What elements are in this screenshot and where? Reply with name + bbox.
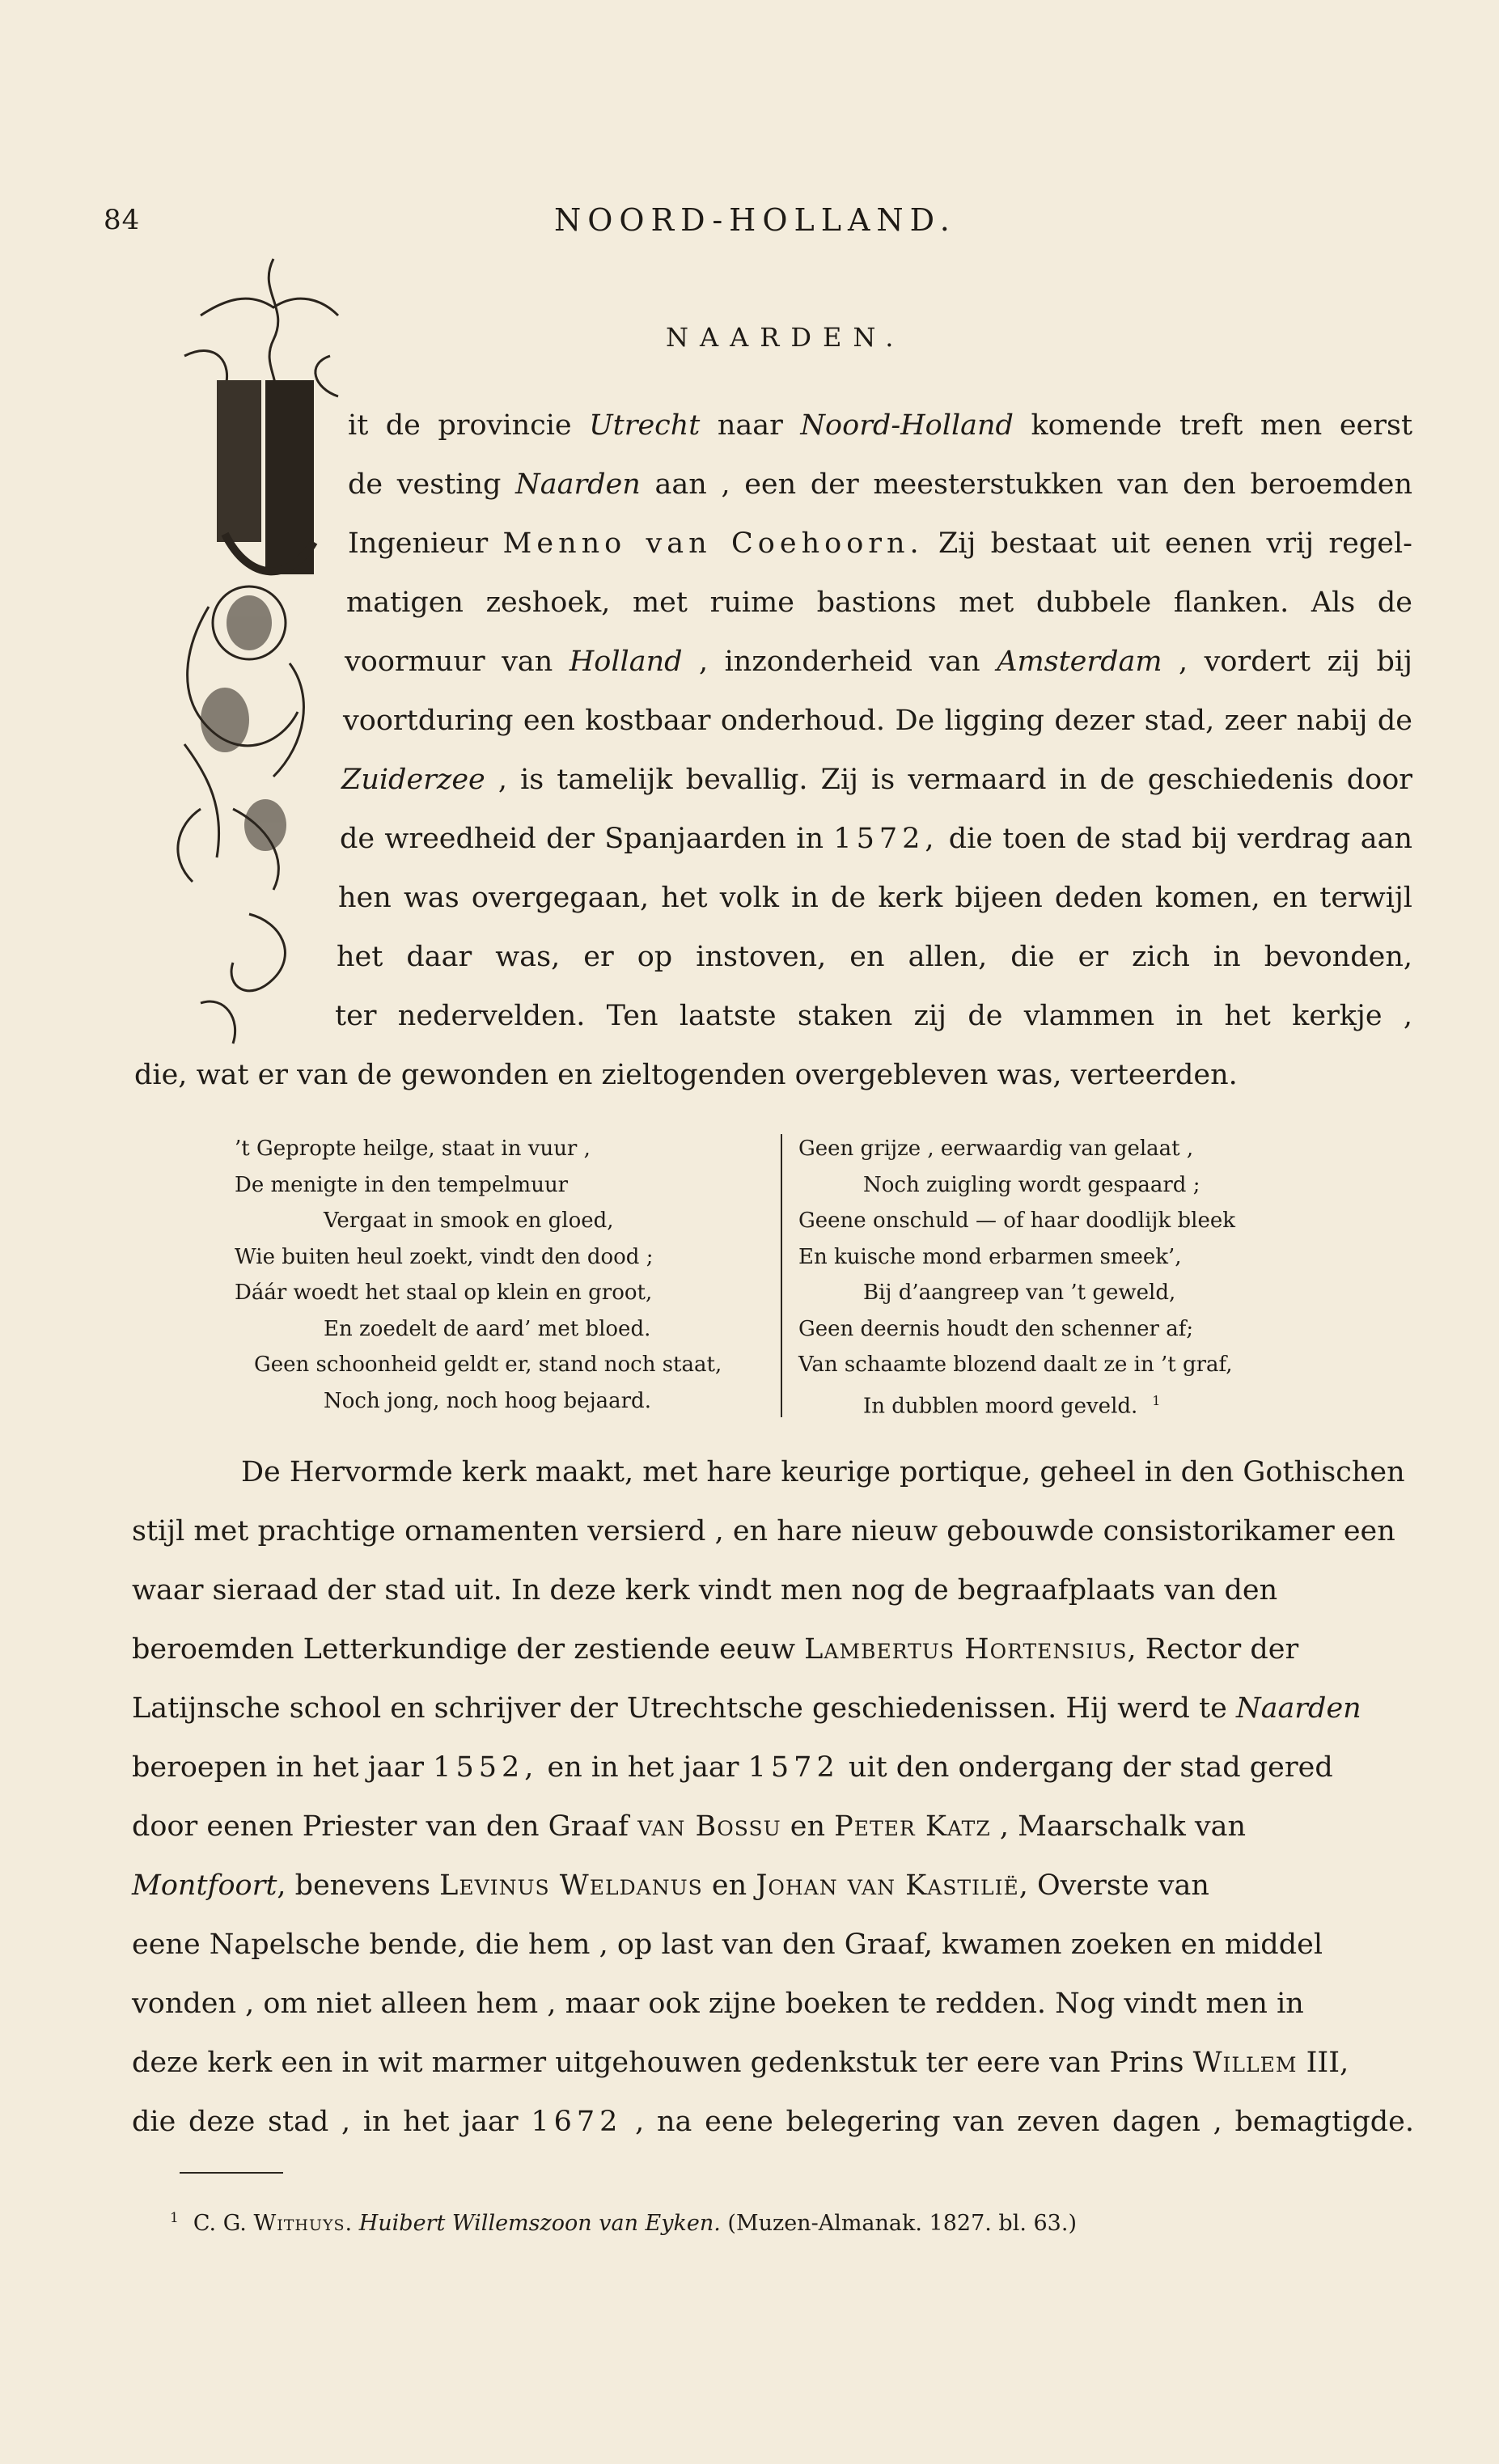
- text-line: vonden , om niet alleen hem , maar ook zijne boeken te redden. Nog vindt men in: [132, 1988, 1304, 2020]
- column-divider: [781, 1134, 782, 1417]
- poem-column-right: [798, 1131, 1316, 1425]
- text-line: hen was overgegaan, het volk in de kerk bijeen deden komen, en terwijl: [338, 882, 1412, 914]
- poem-line: En zoedelt de aard’ met bloed.: [324, 1316, 651, 1341]
- text-line: het daar was, er op instoven, en allen, die er zich in bevonden,: [337, 941, 1412, 973]
- text-line: door eenen Priester van den Graaf van Bossu en Peter Katz , Maarschalk van: [132, 1810, 1247, 1843]
- text-line: stijl met prachtige ornamenten versierd , en hare nieuw gebouwde consistorikamer een: [132, 1515, 1395, 1547]
- poem-line: In dubblen moord geveld. $^1$: [863, 1392, 1161, 1419]
- running-head: NOORD-HOLLAND.: [554, 202, 956, 238]
- poem-line: En kuische mond erbarmen smeek’,: [798, 1244, 1182, 1269]
- text-line: beroemden Letterkundige der zestiende eeuw Lambertus Hortensius, Rector der: [132, 1633, 1299, 1666]
- text-line: die, wat er van de gewonden en zieltogenden overgebleven was, verteerden.: [134, 1059, 1238, 1091]
- poem-line: Wie buiten heul zoekt, vindt den dood ;: [235, 1244, 654, 1269]
- footnote: $^1$ C. G. Withuys. Huibert Willemszoon van Eyken. (Muzen-Almanak. 1827. bl. 63.): [170, 2210, 1077, 2236]
- text-line: voormuur van Holland , inzonderheid van Amsterdam , vordert zij bij: [345, 646, 1412, 678]
- text-line: Latijnsche school en schrijver der Utrechtsche geschiedenissen. Hij werd te Naarden: [132, 1692, 1361, 1725]
- poem-line: Noch zuigling wordt gespaard ;: [863, 1172, 1200, 1197]
- text-line: beroepen in het jaar 1552, en in het jaar 1572 uit den ondergang der stad gered: [132, 1751, 1333, 1784]
- page-number: 84: [104, 204, 141, 236]
- text-line: it de provincie Utrecht naar Noord-Holland komende treft men eerst: [348, 409, 1413, 442]
- poem-line: Geen schoonheid geldt er, stand noch staat,: [254, 1353, 722, 1377]
- text-line: de vesting Naarden aan , een der meesterstukken van den beroemden: [348, 468, 1412, 501]
- text-line: Ingenieur Menno van Coehoorn. Zij bestaat uit eenen vrij regel-: [348, 527, 1412, 560]
- footnote-reference: 1: [1152, 1392, 1161, 1408]
- paragraph-intro: [134, 396, 1413, 1105]
- poem-column-left: [235, 1131, 765, 1419]
- poem-line: Van schaamte blozend daalt ze in ’t graf,: [798, 1353, 1233, 1377]
- poem-line: Noch jong, noch hoog bejaard.: [324, 1388, 651, 1413]
- poem-line: Bij d’aangreep van ’t geweld,: [863, 1281, 1176, 1305]
- poem-line: ’t Gepropte heilge, staat in vuur ,: [235, 1137, 591, 1161]
- text-line: deze kerk een in wit marmer uitgehouwen gedenkstuk ter eere van Prins Willem III,: [132, 2047, 1349, 2079]
- poem-line: Geen deernis houdt den schenner af;: [798, 1316, 1194, 1341]
- text-line: Zuiderzee , is tamelijk bevallig. Zij is vermaard in de geschiedenis door: [341, 764, 1412, 796]
- poem-line: Dáár woedt het staal op klein en groot,: [235, 1281, 653, 1305]
- poem-line: Vergaat in smook en gloed,: [324, 1209, 614, 1233]
- text-line: Montfoort, benevens Levinus Weldanus en Johan van Kastilië, Overste van: [132, 1869, 1209, 1902]
- footnote-rule: [180, 2172, 283, 2174]
- text-line: die deze stad , in het jaar 1672 , na eene belegering van zeven dagen , bemagtigde.: [132, 2106, 1414, 2138]
- text-line: waar sieraad der stad uit. In deze kerk vindt men nog de begraafplaats van den: [132, 1574, 1278, 1607]
- poem-line: De menigte in den tempelmuur: [235, 1172, 569, 1197]
- text-line: voortduring een kostbaar onderhoud. De ligging dezer stad, zeer nabij de: [343, 705, 1412, 737]
- text-line: de wreedheid der Spanjaarden in 1572, die toen de stad bij verdrag aan: [340, 823, 1412, 855]
- ornamental-initial-icon: [152, 243, 354, 1052]
- text-line: ter nedervelden. Ten laatste staken zij de vlammen in het kerkje ,: [335, 1000, 1412, 1032]
- poem-line: Geene onschuld — of haar doodlijk bleek: [798, 1209, 1235, 1233]
- text-line: eene Napelsche bende, die hem , op last van den Graaf, kwamen zoeken en middel: [132, 1928, 1323, 1961]
- text-line: matigen zeshoek, met ruime bastions met dubbele flanken. Als de: [346, 586, 1412, 619]
- paragraph-church: [132, 1443, 1414, 2152]
- text-line: De Hervormde kerk maakt, met hare keurige portique, geheel in den Gothischen: [241, 1456, 1405, 1488]
- section-title: NAARDEN.: [666, 322, 905, 353]
- footnote-marker: 1: [170, 2210, 179, 2226]
- poem-line: Geen grijze , eerwaardig van gelaat ,: [798, 1137, 1194, 1161]
